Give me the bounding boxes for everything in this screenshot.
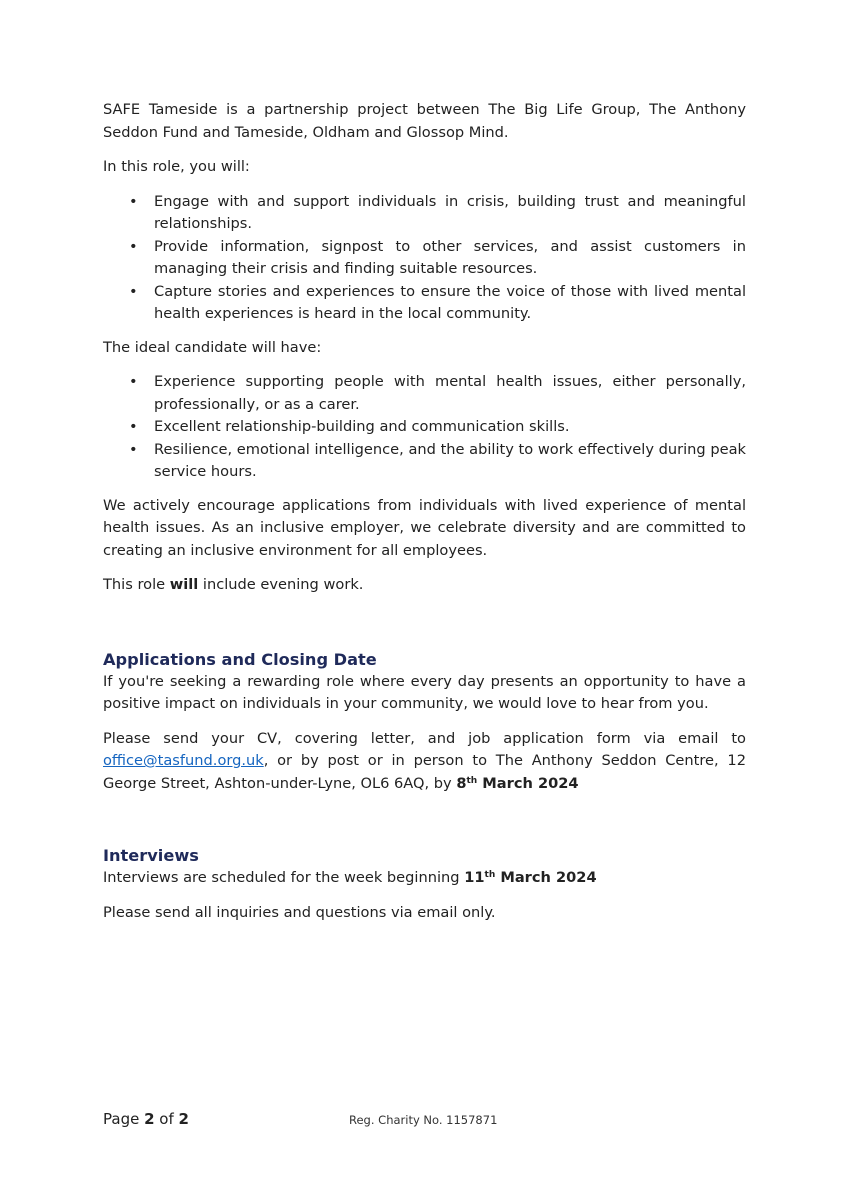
list-item: • Excellent relationship-building and communication skills.	[103, 416, 746, 439]
candidate-lead: The ideal candidate will have:	[103, 338, 322, 356]
list-item: • Resilience, emotional intelligence, and the ability to work effectively during peak service hours.	[103, 439, 746, 484]
charity-number: Reg. Charity No. 1157871	[349, 1113, 498, 1127]
role-list	[103, 191, 746, 326]
spacer	[103, 609, 746, 649]
partnership-paragraph: SAFE Tameside is a partnership project between The Big Life Group, The Anthony Seddon Fund and Tameside, Oldham and Glossop Mind.	[103, 101, 746, 141]
send-paragraph: Please send your CV, covering letter, and job application form via email to office@tasfund.org.uk, or by post or in person to The Anthony Seddon Centre, 12 George Street, Ashton-under-Lyne, OL6 6AQ, by 8th March 2024	[103, 729, 746, 792]
list-item: • Capture stories and experiences to ensure the voice of those with lived mental health experiences is heard in the local community.	[103, 281, 746, 326]
evening-emphasis: will	[169, 576, 199, 593]
list-item: • Engage with and support individuals in crisis, building trust and meaningful relationships.	[103, 191, 746, 236]
page-number: Page 2 of 2	[103, 1110, 189, 1128]
encourage-paragraph: We actively encourage applications from individuals with lived experience of mental health issues. As an inclusive employer, we celebrate diversity and are committed to creating an inclusive environment for all employees.	[103, 496, 746, 559]
interviews-heading: Interviews	[103, 846, 199, 865]
document-body	[103, 99, 746, 936]
applications-heading: Applications and Closing Date	[103, 649, 377, 669]
evening-paragraph: This role will include evening work.	[103, 576, 364, 593]
role-lead: In this role, you will:	[103, 158, 250, 175]
applications-paragraph: If you're seeking a rewarding role where every day presents an opportunity to have a positive impact on individuals in your community, we would love to hear from you.	[103, 672, 746, 712]
spacer	[103, 807, 746, 845]
page-footer	[103, 1110, 743, 1134]
list-item: • Experience supporting people with mental health issues, either personally, professionally, or as a carer.	[103, 371, 746, 416]
candidate-list	[103, 371, 746, 484]
list-item: • Provide information, signpost to other services, and assist customers in managing their crisis and finding suitable resources.	[103, 236, 746, 281]
interviews-paragraph: Interviews are scheduled for the week beginning 11th March 2024	[103, 869, 597, 886]
email-link[interactable]: office@tasfund.org.uk	[103, 752, 264, 769]
interview-date: 11th March 2024	[464, 869, 597, 886]
closing-date: 8th March 2024	[456, 774, 579, 792]
inquiries-paragraph: Please send all inquiries and questions via email only.	[103, 903, 496, 921]
